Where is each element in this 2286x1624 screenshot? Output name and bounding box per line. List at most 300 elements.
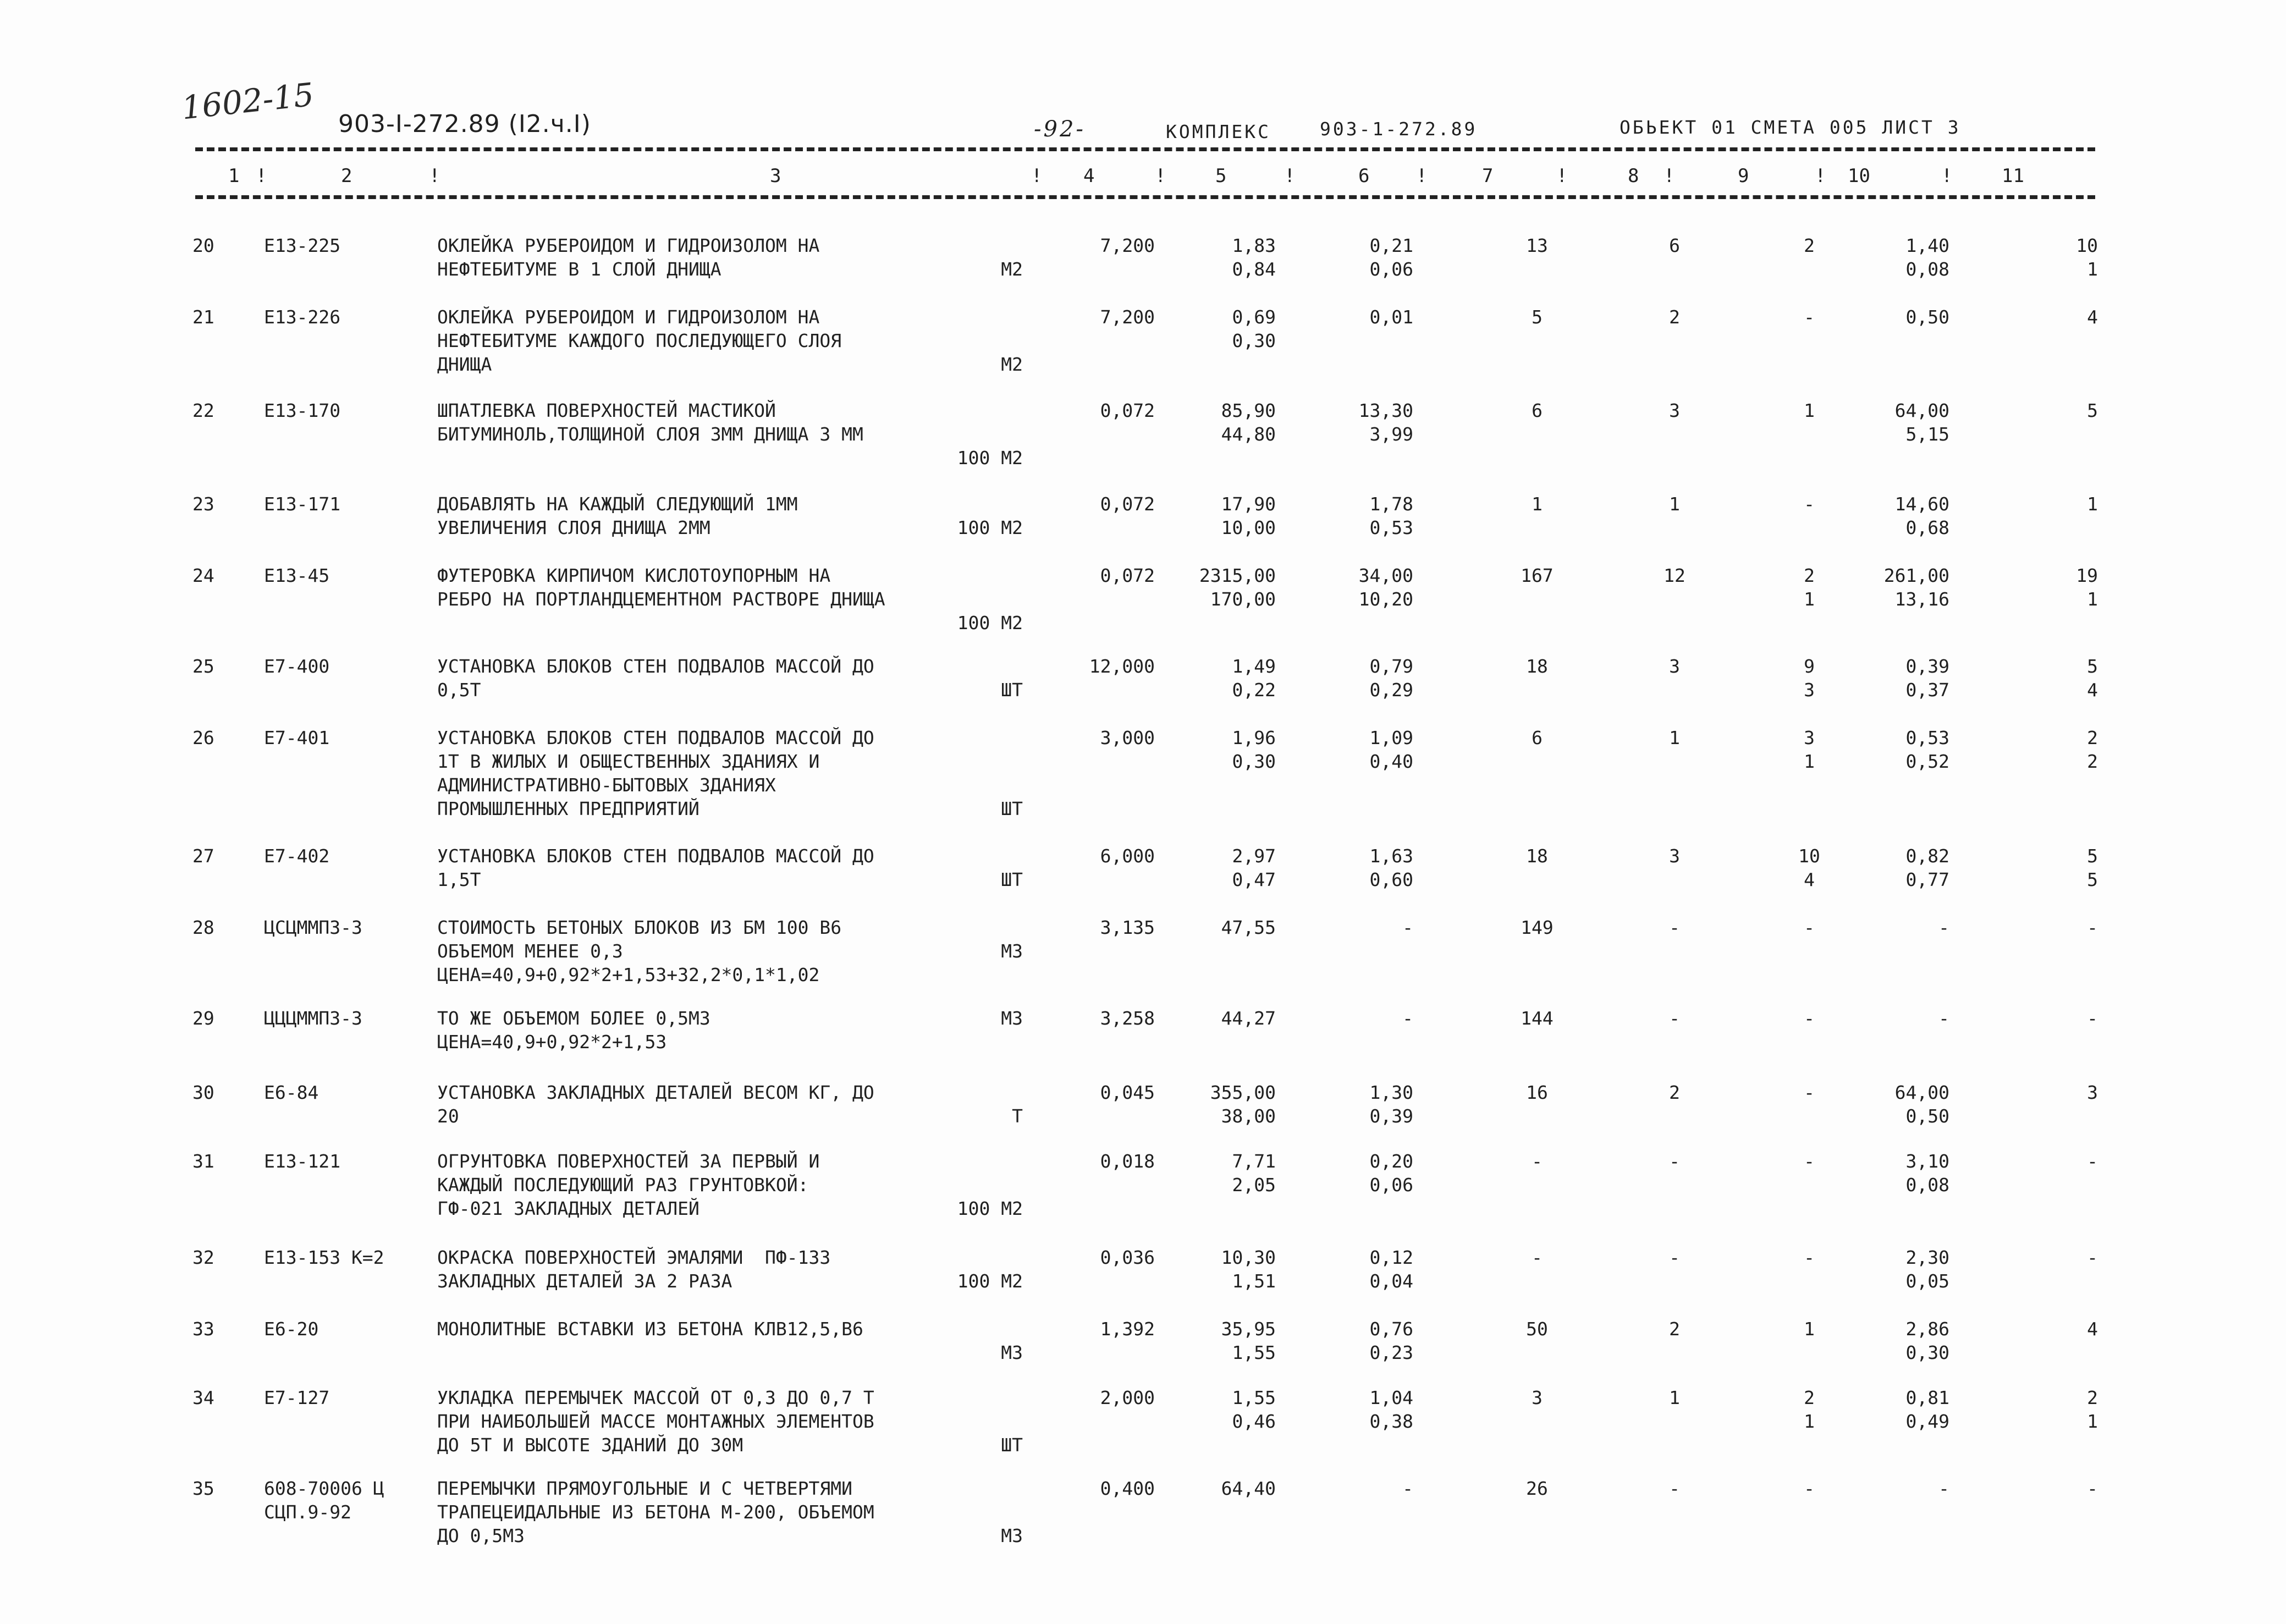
- rate-code: [264, 844, 329, 868]
- labor-total: [2035, 1006, 2098, 1030]
- work-description: [437, 1317, 863, 1341]
- machine-cost: [1303, 1317, 1413, 1364]
- labor-unit-line: 64,00: [1894, 400, 1949, 421]
- work-description-line: ДНИЩА: [437, 354, 492, 375]
- column-separator: !: [1155, 165, 1166, 187]
- total-cost-line: 149: [1521, 917, 1554, 938]
- quantity: [1045, 399, 1155, 422]
- unit-of-measure: 100 М2: [957, 1198, 1023, 1219]
- wage-total: [1782, 1317, 1837, 1341]
- machine-cost-line: 1,04: [1369, 1387, 1413, 1408]
- wage-total-line: 9: [1804, 656, 1815, 677]
- column-header: 7: [1482, 165, 1494, 187]
- quantity-line: 1,392: [1100, 1318, 1155, 1340]
- labor-unit-line: 0,30: [1905, 1342, 1949, 1363]
- wage-total: [1782, 1081, 1837, 1104]
- machine-cost-line: 0,79: [1369, 656, 1413, 677]
- labor-unit-line: 0,05: [1905, 1270, 1949, 1292]
- machine-total: [1639, 1317, 1710, 1341]
- labor-unit-line: 13,16: [1894, 588, 1949, 610]
- labor-unit-line: 64,00: [1894, 1082, 1949, 1103]
- labor-total-line: 2: [2087, 751, 2098, 772]
- quantity: [1045, 305, 1155, 329]
- machine-total: [1639, 399, 1710, 422]
- rate-code-line: E13-226: [264, 306, 341, 328]
- quantity-line: 2,000: [1100, 1387, 1155, 1408]
- machine-cost: [1303, 492, 1413, 540]
- rate-code: [264, 399, 340, 422]
- wage-total-line: 1: [1804, 751, 1815, 772]
- machine-cost-line: 0,23: [1369, 1342, 1413, 1363]
- work-description: [437, 1006, 710, 1054]
- work-description: [437, 916, 841, 987]
- labor-unit-line: 0,49: [1905, 1411, 1949, 1432]
- labor-total-line: 1: [2087, 493, 2098, 515]
- machine-cost-line: -: [1402, 1478, 1413, 1499]
- unit-cost: [1155, 844, 1276, 891]
- work-description-line: ДО 0,5М3: [437, 1525, 525, 1546]
- wage-total: [1782, 1149, 1837, 1173]
- top-dash-line: [195, 147, 2095, 151]
- machine-total: [1639, 305, 1710, 329]
- column-separator: !: [1416, 165, 1428, 187]
- total-cost: [1501, 844, 1573, 868]
- quantity: [1045, 234, 1155, 257]
- total-cost: [1501, 1006, 1573, 1030]
- rate-code-line: 608-70006 Ц: [264, 1478, 384, 1499]
- work-description-line: НЕФТЕБИТУМЕ В 1 СЛОЙ ДНИЩА: [437, 258, 721, 280]
- quantity-line: 7,200: [1100, 306, 1155, 328]
- rate-code-line: ЦСЦММП3-3: [264, 917, 362, 938]
- machine-cost: [1303, 1149, 1413, 1197]
- labor-total: [2035, 844, 2098, 891]
- work-description-line: УСТАНОВКА БЛОКОВ СТЕН ПОДВАЛОВ МАССОЙ ДО: [437, 727, 874, 748]
- wage-total-line: 1: [1804, 588, 1815, 610]
- unit-cost-line: 1,51: [1232, 1270, 1276, 1292]
- labor-total-line: 10: [2076, 235, 2098, 256]
- labor-total-line: 1: [2087, 588, 2098, 610]
- work-description-line: ПЕРЕМЫЧКИ ПРЯМОУГОЛЬНЫЕ И С ЧЕТВЕРТЯМИ: [437, 1478, 852, 1499]
- column-header: 9: [1738, 165, 1749, 187]
- rate-code: [264, 492, 340, 516]
- row-number-line: 33: [192, 1318, 214, 1340]
- row-number-line: 32: [192, 1247, 214, 1268]
- unit-cost-line: 0,69: [1232, 306, 1276, 328]
- labor-unit-line: 0,37: [1905, 679, 1949, 701]
- handwritten-note: 1602-15: [180, 75, 316, 127]
- machine-total-line: 2: [1669, 1318, 1680, 1340]
- wage-total-line: 2: [1804, 565, 1815, 586]
- total-cost-line: 6: [1532, 727, 1543, 748]
- wage-total-line: -: [1804, 917, 1815, 938]
- unit-cost-line: 38,00: [1221, 1105, 1276, 1127]
- work-description-line: КАЖДЫЙ ПОСЛЕДУЮЩИЙ РАЗ ГРУНТОВКОЙ:: [437, 1174, 809, 1196]
- work-description: [437, 492, 798, 540]
- rate-code: [264, 654, 329, 678]
- total-cost-line: 6: [1532, 400, 1543, 421]
- machine-cost-line: 1,78: [1369, 493, 1413, 515]
- column-separator: !: [1284, 165, 1296, 187]
- column-separator: !: [1031, 165, 1043, 187]
- rate-code: [264, 1081, 318, 1104]
- quantity: [1045, 564, 1155, 587]
- work-description-line: ШПАТЛЕВКА ПОВЕРХНОСТЕЙ МАСТИКОЙ: [437, 400, 776, 421]
- unit-cost-line: 0,47: [1232, 869, 1276, 890]
- unit-of-measure: 100 М2: [957, 517, 1023, 538]
- column-separator: !: [429, 165, 440, 187]
- work-description-line: 1Т В ЖИЛЫХ И ОБЩЕСТВЕННЫХ ЗДАНИЯХ И: [437, 751, 820, 772]
- work-description-line: ЦЕНА=40,9+0,92*2+1,53+32,2*0,1*1,02: [437, 964, 820, 986]
- machine-cost: [1303, 564, 1413, 611]
- labor-total-line: -: [2087, 1150, 2098, 1172]
- machine-total-line: 3: [1669, 400, 1680, 421]
- unit-cost-line: 1,83: [1232, 235, 1276, 256]
- work-description-line: ФУТЕРОВКА КИРПИЧОМ КИСЛОТОУПОРНЫМ НА: [437, 565, 831, 586]
- wage-total-line: 1: [1804, 1318, 1815, 1340]
- unit-cost: [1155, 1081, 1276, 1128]
- rate-code-line: E7-400: [264, 656, 330, 677]
- unit-cost-line: 10,00: [1221, 517, 1276, 538]
- unit-of-measure: ШТ: [1001, 798, 1023, 819]
- rate-code: [264, 1149, 340, 1173]
- work-description: [437, 564, 885, 611]
- work-description: [437, 844, 874, 891]
- labor-unit-line: 3,10: [1905, 1150, 1949, 1172]
- machine-total: [1639, 844, 1710, 868]
- labor-total: [2035, 564, 2098, 611]
- machine-total-line: 6: [1669, 235, 1680, 256]
- machine-cost: [1303, 1386, 1413, 1433]
- row-number: [192, 654, 214, 678]
- unit-cost-line: 85,90: [1221, 400, 1276, 421]
- machine-cost: [1303, 916, 1413, 939]
- quantity: [1045, 492, 1155, 516]
- labor-unit: [1848, 564, 1949, 611]
- labor-total-line: -: [2087, 1247, 2098, 1268]
- machine-cost-line: 0,06: [1369, 258, 1413, 280]
- wage-total: [1782, 234, 1837, 257]
- machine-cost-line: 0,38: [1369, 1411, 1413, 1432]
- labor-unit-line: 0,08: [1905, 1174, 1949, 1196]
- labor-unit: [1848, 1081, 1949, 1128]
- labor-unit-line: 0,77: [1905, 869, 1949, 890]
- unit-cost: [1155, 726, 1276, 773]
- work-description-line: БИТУМИНОЛЬ,ТОЛЩИНОЙ СЛОЯ 3ММ ДНИЩА 3 ММ: [437, 423, 863, 445]
- rate-code: [264, 564, 329, 587]
- unit-cost-line: 47,55: [1221, 917, 1276, 938]
- row-number: [192, 1006, 214, 1030]
- wage-total-line: 3: [1804, 727, 1815, 748]
- row-number-line: 26: [192, 727, 214, 748]
- total-cost: [1501, 654, 1573, 678]
- wage-total: [1782, 726, 1837, 773]
- total-cost-line: -: [1532, 1247, 1543, 1268]
- unit-of-measure: М2: [1001, 258, 1023, 280]
- machine-total: [1639, 1006, 1710, 1030]
- quantity: [1045, 1149, 1155, 1173]
- quantity: [1045, 726, 1155, 750]
- labor-total: [2035, 1246, 2098, 1269]
- quantity: [1045, 1081, 1155, 1104]
- unit-cost-line: 0,22: [1232, 679, 1276, 701]
- work-description: [437, 1477, 874, 1548]
- wage-total-line: 4: [1804, 869, 1815, 890]
- machine-cost: [1303, 305, 1413, 329]
- unit-cost: [1155, 1149, 1276, 1197]
- rate-code-line: E7-402: [264, 845, 330, 867]
- unit-of-measure: М3: [1001, 1342, 1023, 1363]
- work-description: [437, 305, 841, 376]
- rate-code-line: ЦЦЦММП3-3: [264, 1008, 362, 1029]
- machine-total: [1639, 492, 1710, 516]
- wage-total: [1782, 492, 1837, 516]
- wage-total: [1782, 564, 1837, 611]
- work-description-line: УСТАНОВКА БЛОКОВ СТЕН ПОДВАЛОВ МАССОЙ ДО: [437, 656, 874, 677]
- unit-cost-line: 7,71: [1232, 1150, 1276, 1172]
- quantity-line: 3,135: [1100, 917, 1155, 938]
- labor-total-line: 19: [2076, 565, 2098, 586]
- rate-code-line: E13-171: [264, 493, 341, 515]
- labor-unit: [1848, 1477, 1949, 1500]
- row-number: [192, 1081, 214, 1104]
- column-header: 1: [228, 165, 240, 187]
- wage-total: [1782, 916, 1837, 939]
- total-cost: [1501, 234, 1573, 257]
- unit-cost-line: 2315,00: [1199, 565, 1276, 586]
- machine-cost-line: 3,99: [1369, 423, 1413, 445]
- unit-cost: [1155, 1317, 1276, 1364]
- rate-code: [264, 1006, 362, 1030]
- machine-total-line: 2: [1669, 1082, 1680, 1103]
- machine-total-line: 3: [1669, 845, 1680, 867]
- column-header: 8: [1628, 165, 1639, 187]
- labor-unit: [1848, 916, 1949, 939]
- column-separator: !: [1815, 165, 1826, 187]
- machine-cost-line: 0,53: [1369, 517, 1413, 538]
- labor-unit: [1848, 1317, 1949, 1364]
- work-description-line: ОБЪЕМОМ МЕНЕЕ 0,3: [437, 940, 623, 962]
- rate-code: [264, 726, 329, 750]
- rate-code: [264, 234, 340, 257]
- row-number-line: 29: [192, 1008, 214, 1029]
- machine-total-line: -: [1669, 917, 1680, 938]
- labor-total-line: 5: [2087, 400, 2098, 421]
- machine-cost-line: 0,29: [1369, 679, 1413, 701]
- labor-total-line: 5: [2087, 656, 2098, 677]
- labor-unit-line: 0,53: [1905, 727, 1949, 748]
- work-description-line: ТРАПЕЦЕИДАЛЬНЫЕ ИЗ БЕТОНА М-200, ОБЪЕМОМ: [437, 1501, 874, 1523]
- machine-total-line: 12: [1663, 565, 1685, 586]
- machine-cost-line: 0,76: [1369, 1318, 1413, 1340]
- machine-total-line: 3: [1669, 656, 1680, 677]
- rate-code-line: E7-401: [264, 727, 330, 748]
- unit-cost-line: 355,00: [1210, 1082, 1276, 1103]
- column-header: 5: [1215, 165, 1227, 187]
- machine-cost-line: 0,60: [1369, 869, 1413, 890]
- unit-cost-line: 1,55: [1232, 1387, 1276, 1408]
- wage-total-line: -: [1804, 493, 1815, 515]
- work-description-line: НЕФТЕБИТУМЕ КАЖДОГО ПОСЛЕДУЮЩЕГО СЛОЯ: [437, 330, 842, 351]
- labor-total: [2035, 1317, 2098, 1341]
- rate-code: [264, 1317, 318, 1341]
- machine-total-line: -: [1669, 1150, 1680, 1172]
- mid-dash-line: [195, 195, 2095, 199]
- labor-unit-line: 0,52: [1905, 751, 1949, 772]
- machine-total-line: -: [1669, 1008, 1680, 1029]
- machine-total: [1639, 564, 1710, 587]
- machine-cost: [1303, 726, 1413, 773]
- rate-code-line: E13-225: [264, 235, 341, 256]
- unit-cost-line: 35,95: [1221, 1318, 1276, 1340]
- unit-cost-line: 1,49: [1232, 656, 1276, 677]
- unit-of-measure: 100 М2: [957, 1270, 1023, 1292]
- unit-cost-line: 0,84: [1232, 258, 1276, 280]
- quantity-line: 3,258: [1100, 1008, 1155, 1029]
- row-number-line: 20: [192, 235, 214, 256]
- row-number-line: 24: [192, 565, 214, 586]
- row-number-line: 28: [192, 917, 214, 938]
- labor-unit: [1848, 492, 1949, 540]
- labor-total-line: -: [2087, 1008, 2098, 1029]
- machine-total-line: -: [1669, 1247, 1680, 1268]
- total-cost: [1501, 726, 1573, 750]
- column-separator: !: [1556, 165, 1568, 187]
- total-cost-line: 144: [1521, 1008, 1554, 1029]
- quantity-line: 7,200: [1100, 235, 1155, 256]
- rate-code: [264, 1386, 329, 1410]
- unit-cost-line: 2,97: [1232, 845, 1276, 867]
- unit-cost-line: 2,05: [1232, 1174, 1276, 1196]
- labor-unit: [1848, 399, 1949, 446]
- total-cost: [1501, 1081, 1573, 1104]
- total-cost: [1501, 916, 1573, 939]
- machine-cost-line: 1,09: [1369, 727, 1413, 748]
- machine-total: [1639, 1149, 1710, 1173]
- total-cost-line: 13: [1526, 235, 1548, 256]
- quantity-line: 0,045: [1100, 1082, 1155, 1103]
- row-number: [192, 305, 214, 329]
- unit-cost-line: 0,30: [1232, 751, 1276, 772]
- column-separator: !: [256, 165, 267, 187]
- row-number: [192, 726, 214, 750]
- row-number: [192, 1386, 214, 1410]
- labor-total-line: 2: [2087, 1387, 2098, 1408]
- unit-cost-line: 44,80: [1221, 423, 1276, 445]
- labor-total: [2035, 654, 2098, 702]
- wage-total-line: 1: [1804, 400, 1815, 421]
- rate-code-line: E13-45: [264, 565, 330, 586]
- object-info: ОБЬЕКТ 01 СМЕТА 005 ЛИСТ 3: [1620, 117, 1961, 138]
- unit-of-measure: М3: [1001, 1008, 1023, 1029]
- labor-total-line: 3: [2087, 1082, 2098, 1103]
- machine-total: [1639, 726, 1710, 750]
- labor-total: [2035, 1081, 2098, 1104]
- unit-cost-line: 44,27: [1221, 1008, 1276, 1029]
- total-cost: [1501, 1477, 1573, 1500]
- rate-code-line: E13-121: [264, 1150, 341, 1172]
- work-description: [437, 234, 819, 281]
- unit-cost-line: 1,55: [1232, 1342, 1276, 1363]
- machine-total: [1639, 916, 1710, 939]
- work-description-line: 20: [437, 1105, 459, 1127]
- machine-cost-line: 0,20: [1369, 1150, 1413, 1172]
- machine-cost: [1303, 844, 1413, 891]
- labor-total: [2035, 492, 2098, 516]
- wage-total-line: -: [1804, 1082, 1815, 1103]
- work-description-line: ДО 5Т И ВЫСОТЕ ЗДАНИЙ ДО 30М: [437, 1434, 743, 1456]
- quantity: [1045, 1246, 1155, 1269]
- work-description: [437, 399, 863, 446]
- machine-total-line: -: [1669, 1478, 1680, 1499]
- quantity: [1045, 1317, 1155, 1341]
- machine-cost: [1303, 1477, 1413, 1500]
- machine-total: [1639, 1081, 1710, 1104]
- work-description-line: МОНОЛИТНЫЕ ВСТАВКИ ИЗ БЕТОНА КЛВ12,5,В6: [437, 1318, 863, 1340]
- labor-total-line: 4: [2087, 1318, 2098, 1340]
- wage-total: [1782, 1006, 1837, 1030]
- unit-cost: [1155, 564, 1276, 611]
- quantity-line: 0,072: [1100, 493, 1155, 515]
- work-description-line: УСТАНОВКА БЛОКОВ СТЕН ПОДВАЛОВ МАССОЙ ДО: [437, 845, 874, 867]
- quantity-line: 0,072: [1100, 565, 1155, 586]
- unit-cost: [1155, 492, 1276, 540]
- labor-unit: [1848, 1006, 1949, 1030]
- total-cost: [1501, 492, 1573, 516]
- unit-cost-line: 17,90: [1221, 493, 1276, 515]
- wage-total: [1782, 1246, 1837, 1269]
- labor-unit-line: 0,68: [1905, 517, 1949, 538]
- labor-total: [2035, 234, 2098, 281]
- labor-unit-line: -: [1938, 1478, 1949, 1499]
- unit-cost: [1155, 1006, 1276, 1030]
- row-number: [192, 1317, 214, 1341]
- rate-code-line: E6-20: [264, 1318, 319, 1340]
- machine-cost-line: 13,30: [1358, 400, 1413, 421]
- unit-cost-line: 0,30: [1232, 330, 1276, 351]
- wage-total-line: -: [1804, 1478, 1815, 1499]
- row-number: [192, 1246, 214, 1269]
- rate-code-line: E6-84: [264, 1082, 319, 1103]
- unit-cost-line: 10,30: [1221, 1247, 1276, 1268]
- row-number-line: 35: [192, 1478, 214, 1499]
- wage-total-line: -: [1804, 1008, 1815, 1029]
- labor-total-line: -: [2087, 1478, 2098, 1499]
- labor-total: [2035, 305, 2098, 329]
- quantity: [1045, 1386, 1155, 1410]
- machine-total: [1639, 1386, 1710, 1410]
- machine-cost-line: 0,06: [1369, 1174, 1413, 1196]
- complex-code: 903-1-272.89: [1320, 118, 1478, 140]
- quantity-line: 0,036: [1100, 1247, 1155, 1268]
- column-separator: !: [1941, 165, 1953, 187]
- row-number-line: 23: [192, 493, 214, 515]
- labor-unit: [1848, 305, 1949, 329]
- labor-total-line: 2: [2087, 727, 2098, 748]
- row-number: [192, 1149, 214, 1173]
- quantity: [1045, 844, 1155, 868]
- rate-code-line: E13-170: [264, 400, 341, 421]
- machine-cost-line: 0,40: [1369, 751, 1413, 772]
- column-header: 3: [770, 165, 781, 187]
- work-description-line: ДОБАВЛЯТЬ НА КАЖДЫЙ СЛЕДУЮЩИЙ 1ММ: [437, 493, 798, 515]
- machine-total: [1639, 1246, 1710, 1269]
- work-description-line: 0,5Т: [437, 679, 481, 701]
- machine-cost-line: -: [1402, 917, 1413, 938]
- column-header: 2: [341, 165, 352, 187]
- total-cost: [1501, 1149, 1573, 1173]
- unit-cost: [1155, 916, 1276, 939]
- work-description-line: РЕБРО НА ПОРТЛАНДЦЕМЕНТНОМ РАСТВОРЕ ДНИЩА: [437, 588, 885, 610]
